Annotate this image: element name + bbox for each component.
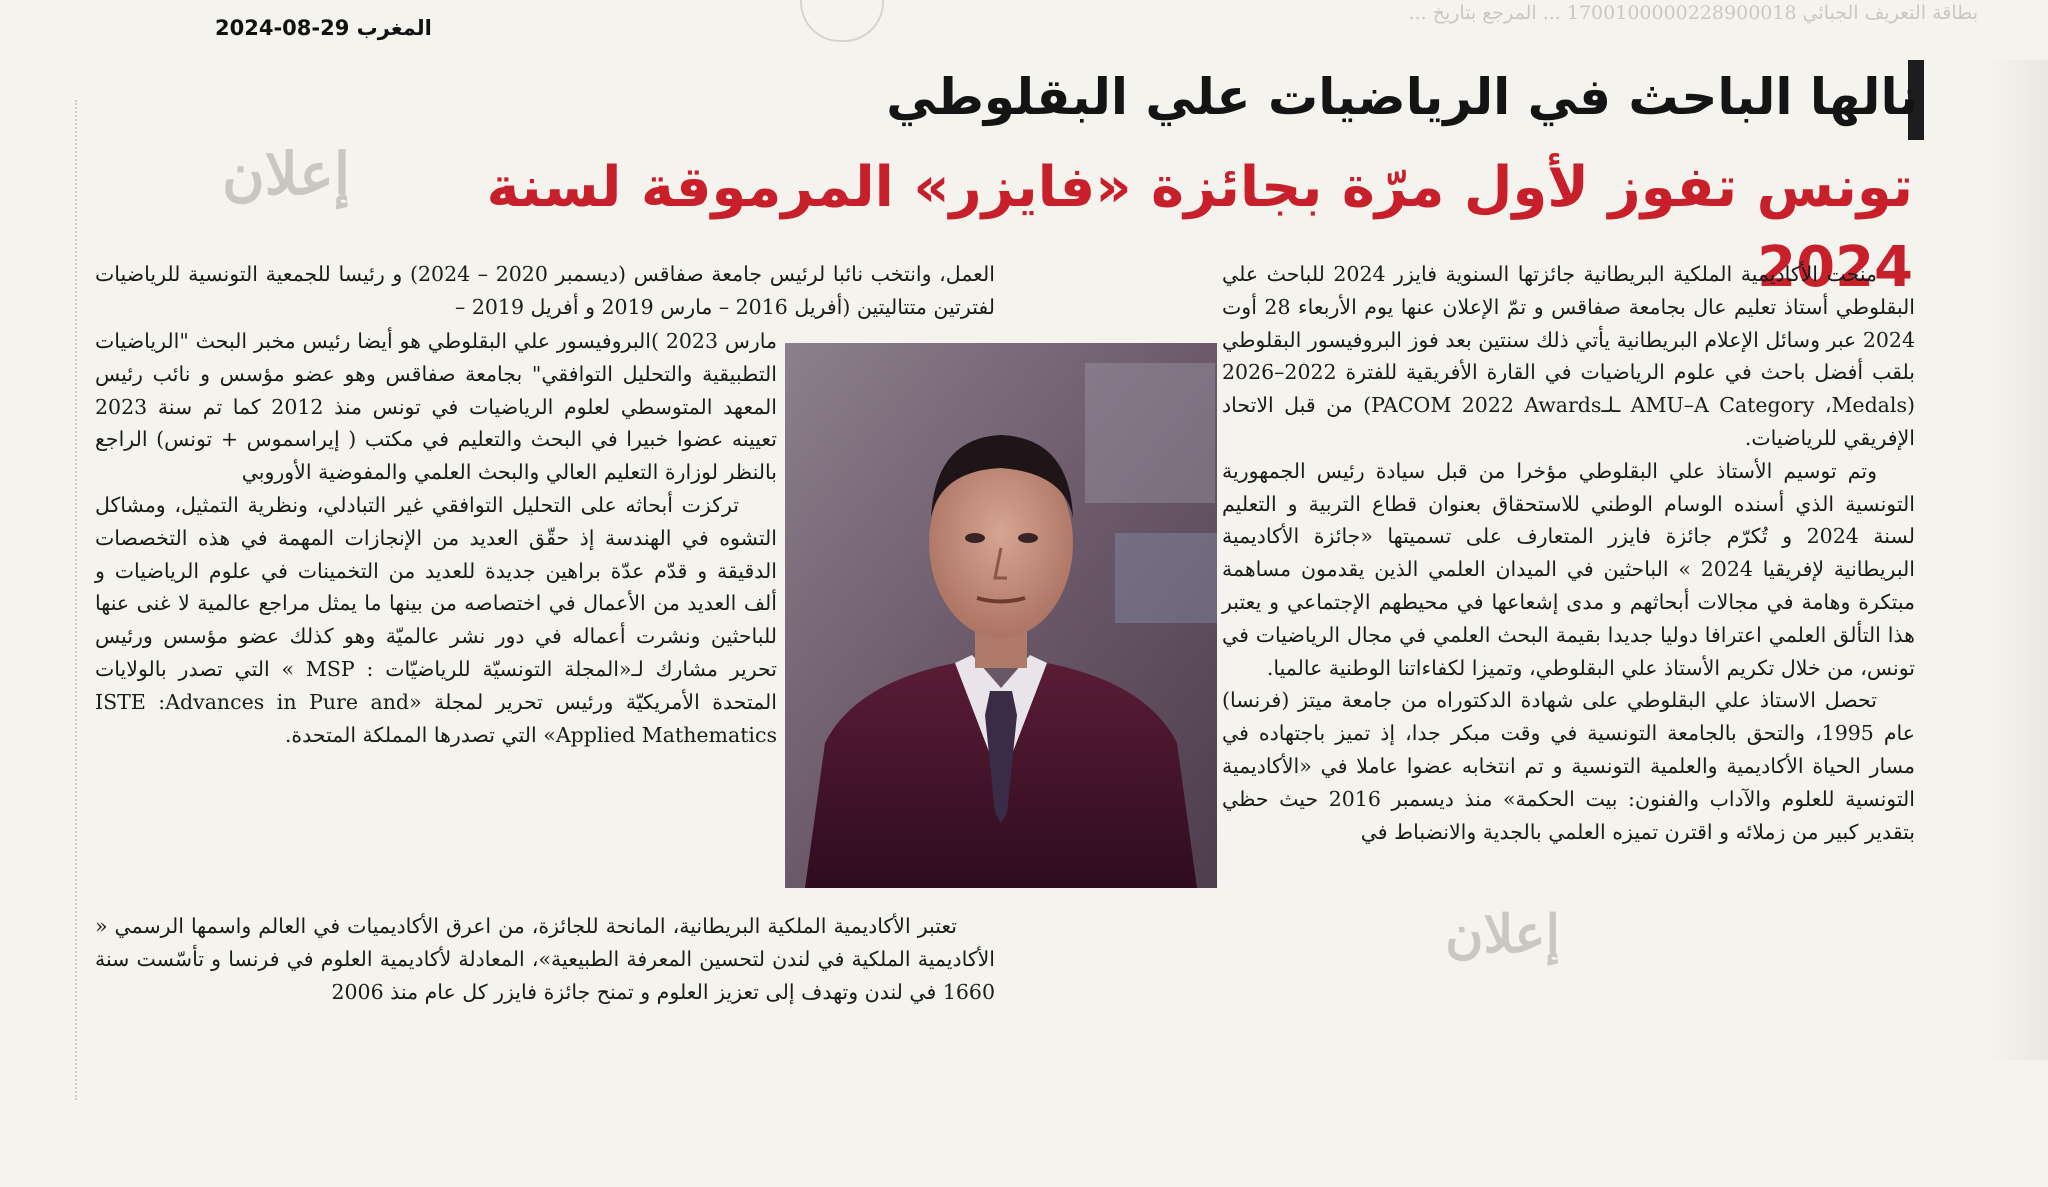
bleed-through-seal-icon	[800, 0, 884, 42]
paragraph: وتم توسيم الأستاذ علي البقلوطي مؤخرا من قبل سيادة رئيس الجمهورية التونسية الذي أسنده الوسام الوطني للاستحقاق بعنوان قطاع التربية و التعليم لسنة 2024 و تُكرّم جائزة فايزر المتعارف على تسميتها «جائزة الأكاديمية البريطانية لإفريقيا 2024 » الباحثين في الميدان العلمي الذين يقدمون مساهمة مبتكرة وهامة في مجالات أبحاثهم و مدى إشعاعها في محيطهم الإجتماعي و يعتبر هذا التألق العلمي اعترافا دوليا جديدا بقيمة البحث العلمي في مجال الرياضيات في تونس، من خلال تكريم الأستاذ علي البقلوطي، وتميزا لكفاءاتنا الوطنية عالميا.	[1222, 458, 1915, 680]
paragraph: تعتبر الأكاديمية الملكية البريطانية، المانحة للجائزة، من اعرق الأكاديميات في العالم واسمها الرسمي « الأكاديمية الملكية في لندن لتحسين المعرفة الطبيعية»، المعادلة لأكاديمية العلوم في فرنسا و تأسّست سنة 1660 في لندن وتهدف إلى تعزيز العلوم و تمنح جائزة فايزر كل عام منذ 2006	[95, 914, 995, 1004]
paragraph: العمل، وانتخب نائبا لرئيس جامعة صفاقس (ديسمبر 2020 – 2024) و رئيسا للجمعية التونسية للرياضيات لفترتين متتاليتين (أفريل 2016 – مارس 2019 و أفريل 2019 –	[95, 262, 995, 319]
portrait-illustration	[785, 343, 1217, 888]
portrait-photo	[785, 343, 1217, 888]
paragraph: مارس 2023 )البروفيسور علي البقلوطي هو أيضا رئيس مخبر البحث "الرياضيات التطبيقية والتحليل التوافقي" بجامعة صفاقس وهو عضو مؤسس و نائب رئيس المعهد المتوسطي لعلوم الرياضيات في تونس منذ 2012 كما تم سنة 2023 تعيينه عضوا خبيرا في البحث والتعليم في مكتب ( إيراسموس + تونس) الراجع بالنظر لوزارة التعليم العالي والبحث العلمي والمفوضية الأوروبي	[95, 329, 777, 485]
bleed-through-text-top: بطاقة التعريف الجبائي 1700100000228900018 ... المرجع بتاريخ ...	[1408, 2, 1978, 24]
kicker-title: نالها الباحث في الرياضيات علي البقلوطي	[886, 68, 1918, 126]
paragraph: منحت الأكاديمية الملكية البريطانية جائزتها السنوية فايزر 2024 للباحث علي البقلوطي أستاذ تعليم عال بجامعة صفاقس و تمّ الإعلان عنها يوم الأربعاء 28 أوت 2024 عبر وسائل الإعلام البريطانية يأتي ذلك سنتين بعد فوز البروفيسور البقلوطي بلقب أفضل باحث في علوم الرياضيات في القارة الأفريقية للفترة 2022–2026 (AMU–A Category ،Medals ـلـPACOM 2022 Awards) من قبل الاتحاد الإفريقي للرياضيات.	[1222, 262, 1915, 450]
article-column-left-bottom	[95, 910, 995, 1008]
article-column-left-top	[95, 258, 995, 324]
bleed-through-banner: إعلان	[222, 140, 350, 208]
scan-edge-shadow	[1988, 60, 2048, 1060]
paragraph: تحصل الاستاذ علي البقلوطي على شهادة الدكتوراه من جامعة ميتز (فرنسا) عام 1995، والتحق بالجامعة التونسية في وقت مبكر جدا، إذ تميز باجتهاده في مسار الحياة الأكاديمية والعلمية التونسية و تم انتخابه عضوا عاملا في «الأكاديمية التونسية للعلوم والآداب والفنون: بيت الحكمة» منذ ديسمبر 2016 حيث حظي بتقدير كبير من زملائه و اقترن تميزه العلمي بالجدية والانضباط في	[1222, 688, 1916, 844]
headline: تونس تفوز لأول مرّة بجائزة «فايزر» المرموقة لسنة 2024	[486, 155, 1913, 300]
bleed-through-text-bottom: إعلان	[1445, 904, 1560, 965]
paragraph: تركزت أبحاثه على التحليل التوافقي غير التبادلي، ونظرية التمثيل، ومشاكل التشوه في الهندسة إذ حقّق العديد من الإنجازات المهمة في هذه التخصصات الدقيقة و قدّم عدّة براهين جديدة للعديد من التخمينات في علوم الرياضيات و ألف العديد من الأعمال في اختصاصه من بينها ما يمثل مراجع عالمية لا غنى عنها للباحثين ونشرت أعماله في دور نشر عالميّة وهو كذلك عضو مؤسس ورئيس تحرير مشارك لـ«المجلة التونسيّة للرياضيّات : MSP » التي تصدر بالولايات المتحدة الأمريكيّة ورئيس تحرير لمجلة «ISTE :Advances in Pure and Applied Mathematics» التي تصدرها المملكة المتحدة.	[95, 492, 777, 747]
article-column-left	[95, 325, 777, 751]
article-column-right	[1222, 258, 1915, 848]
dateline: المغرب 29-08-2024	[215, 16, 432, 40]
